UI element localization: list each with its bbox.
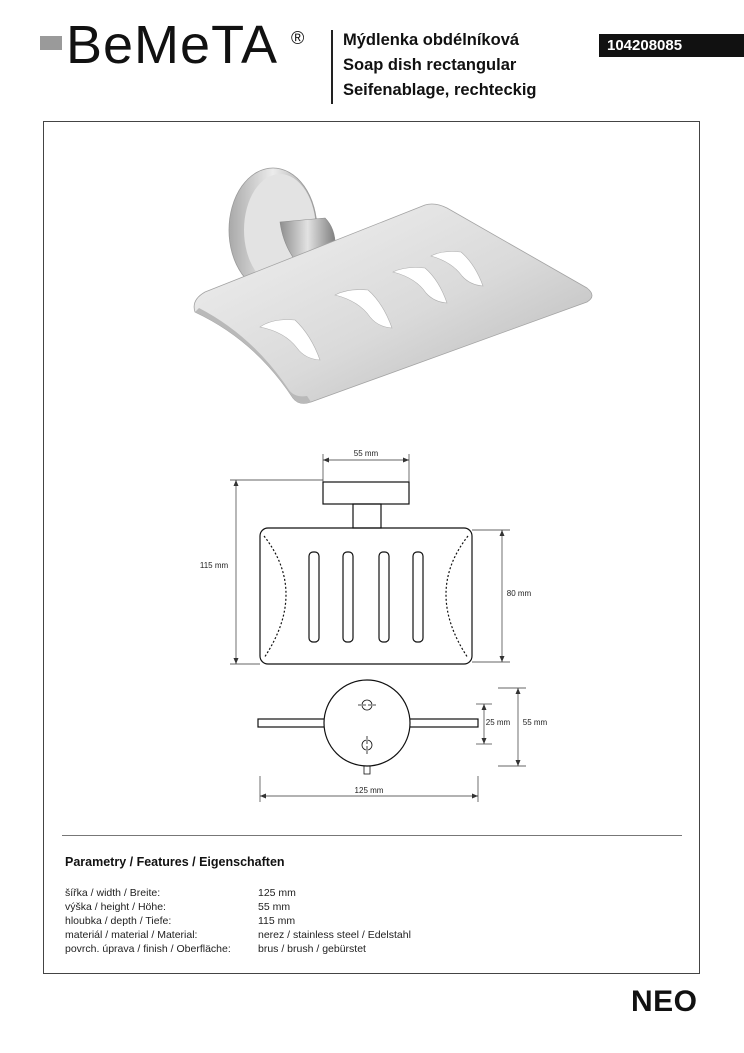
spec-value: nerez / stainless steel / Edelstahl [258,929,411,941]
features-divider [62,835,682,836]
title-cz: Mýdlenka obdélníková [343,31,520,49]
set-screw [364,766,370,774]
dish-curve-left [264,536,286,658]
dish-outline [260,528,472,664]
product-titles [343,28,537,103]
features-title: Parametry / Features / Eigenschaften [65,855,285,869]
spec-value: 125 mm [258,887,296,899]
logo-square-mark [40,36,62,50]
slot-outline-2 [343,552,353,642]
spec-label: hloubka / depth / Tiefe: [65,915,172,927]
dim-total-depth: 115 mm [199,561,229,570]
spec-label: výška / height / Höhe: [65,901,166,913]
series-name: NEO [631,985,698,1018]
dim-top-width: 55 mm [353,449,379,458]
spec-label: šířka / width / Breite: [65,887,161,899]
title-en: Soap dish rectangular [343,56,517,74]
brand-logo: BeMeTA [66,15,279,75]
dim-inner-height: 25 mm [485,718,511,727]
technical-drawing [180,440,570,810]
dim-bottom-width: 125 mm [354,786,384,795]
dim-dish-height: 80 mm [506,589,532,598]
front-plate-right [408,719,478,727]
registered-mark: ® [291,28,305,48]
slot-outline-3 [379,552,389,642]
title-de: Seifenablage, rechteckig [343,81,537,99]
slot-outline-4 [413,552,423,642]
product-code-badge: 104208085 [599,34,744,57]
spec-label: materiál / material / Material: [65,929,198,941]
dish-curve-right [446,536,468,658]
dim-base-height: 55 mm [522,718,548,727]
spec-value: 115 mm [258,915,296,927]
product-photo [185,160,605,420]
slot-outline-1 [309,552,319,642]
spec-label: povrch. úprava / finish / Oberfläche: [65,943,231,955]
title-divider [331,30,333,104]
spec-value: 55 mm [258,901,291,913]
mount-neck [353,504,381,528]
front-plate-left [258,719,326,727]
spec-value: brus / brush / gebürstet [258,943,366,955]
mount-block [323,482,409,504]
